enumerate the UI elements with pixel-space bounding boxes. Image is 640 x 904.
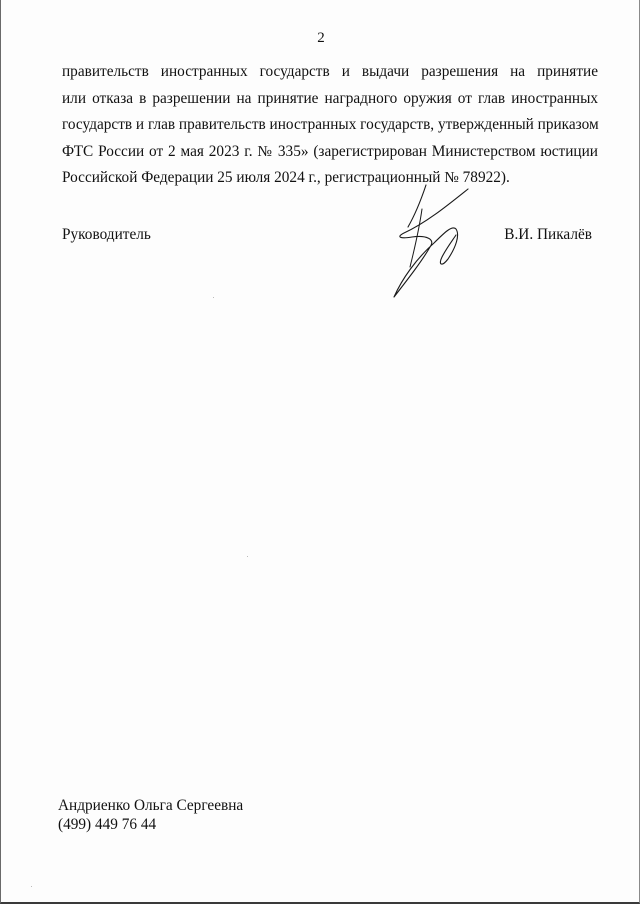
signer-position: Руководитель [62, 226, 151, 243]
signer-name: В.И. Пикалёв [504, 226, 592, 243]
body-line: правительств иностранных государств и выдачи разрешения на принятие [62, 63, 598, 80]
contact-phone: (499) 449 76 44 [58, 816, 157, 833]
contact-block [58, 796, 243, 834]
body-line: Российской Федерации 25 июля 2024 г., регистрационный № 78922). [62, 169, 510, 187]
page-number: 2 [317, 30, 325, 46]
handwritten-signature [386, 183, 476, 303]
scan-speck [31, 886, 32, 887]
scan-speck [247, 556, 248, 557]
body-line: ФТС России от 2 мая 2023 г. № 335» (зарегистрирован Министерством юстиции [62, 142, 598, 160]
body-line: или отказа в разрешении на принятие наградного оружия от глав иностранных [62, 89, 598, 107]
contact-name: Андриенко Ольга Сергеевна [58, 797, 244, 814]
scan-speck [213, 297, 214, 298]
body-line: государств и глав правительств иностранных государств, утвержденный приказом [62, 116, 599, 134]
body-paragraph [62, 59, 598, 192]
